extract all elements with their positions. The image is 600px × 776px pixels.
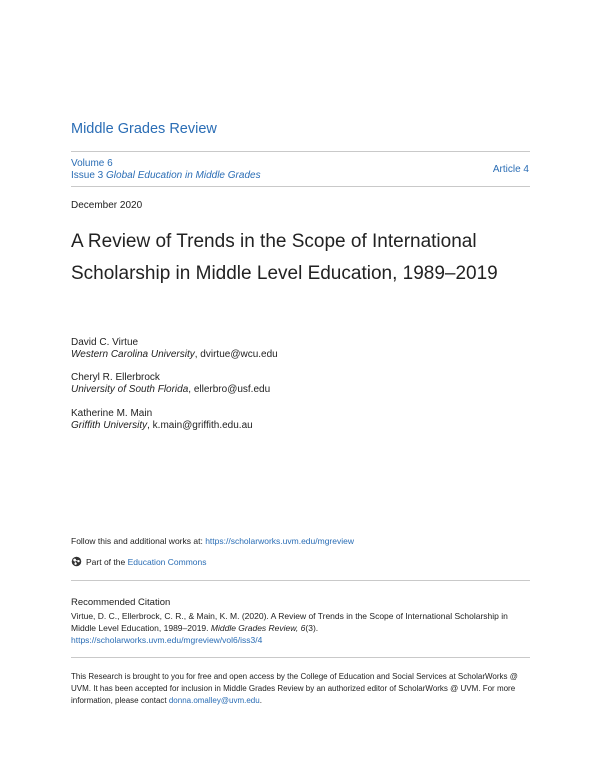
- article-title: A Review of Trends in the Scope of International Scholarship in Middle Level Education, 1989–2019: [71, 231, 498, 284]
- notice-divider: [71, 657, 530, 658]
- follow-line: [71, 536, 354, 546]
- author-institution[interactable]: Western Carolina University: [71, 349, 195, 360]
- publication-date: December 2020: [71, 200, 143, 211]
- recommended-citation: [71, 610, 531, 646]
- citation-issue: (3).: [305, 623, 319, 633]
- journal-title[interactable]: Middle Grades Review: [71, 121, 217, 137]
- notice-text: This Research is brought to you for free and open access by the College of Education and Social Services at ScholarWorks @ UVM. It has been accepted for inclusion in Middle Grades Review by an authorized editor of ScholarWorks @ UVM. For more information, please contact: [71, 672, 518, 705]
- follow-link[interactable]: https://scholarworks.uvm.edu/mgreview: [205, 536, 354, 546]
- citation-divider: [71, 580, 530, 581]
- author-name: Cheryl R. Ellerbrock: [71, 372, 160, 383]
- author-name: David C. Virtue: [71, 337, 139, 348]
- access-notice: [71, 671, 531, 707]
- article-link[interactable]: Article 4: [492, 164, 529, 175]
- author-1: [71, 337, 278, 361]
- author-2: [71, 372, 270, 396]
- author-institution[interactable]: University of South Florida: [71, 384, 189, 395]
- citation-journal: Middle Grades Review, 6: [210, 623, 306, 633]
- part-of-line: [71, 556, 207, 567]
- header-divider-bottom: [71, 186, 530, 187]
- follow-text: Follow this and additional works at:: [71, 536, 206, 546]
- education-commons-link[interactable]: Education Commons: [127, 556, 207, 567]
- citation-url[interactable]: https://scholarworks.uvm.edu/mgreview/vol6/iss3/4: [71, 635, 263, 645]
- partof-text: Part of the: [86, 556, 126, 567]
- issue-link[interactable]: [71, 170, 261, 182]
- author-3: [71, 408, 253, 432]
- volume-link[interactable]: Volume 6: [71, 158, 113, 169]
- author-affiliation: [71, 349, 278, 361]
- issue-number: Issue 3: [71, 170, 104, 181]
- author-name: Katherine M. Main: [71, 408, 153, 419]
- author-affiliation: [71, 420, 253, 432]
- issue-title: Global Education in Middle Grades: [106, 170, 261, 181]
- header-divider-top: [71, 151, 530, 152]
- author-institution[interactable]: Griffith University: [71, 420, 148, 431]
- commons-network-icon: [71, 556, 82, 567]
- citation-text: Virtue, D. C., Ellerbrock, C. R., & Main, K. M. (2020). A Review of Trends in the Scope of International Scholarship in Middle Level Education, 1989–2019.: [71, 611, 508, 633]
- author-email: , k.main@griffith.edu.au: [147, 420, 253, 431]
- contact-email-link[interactable]: donna.omalley@uvm.edu: [168, 696, 260, 705]
- author-affiliation: [71, 384, 270, 396]
- notice-end: .: [259, 696, 262, 705]
- volume-issue-block: [71, 158, 261, 182]
- author-email: , ellerbro@usf.edu: [188, 384, 271, 395]
- author-email: , dvirtue@wcu.edu: [194, 349, 278, 360]
- recommended-citation-heading: Recommended Citation: [71, 597, 171, 608]
